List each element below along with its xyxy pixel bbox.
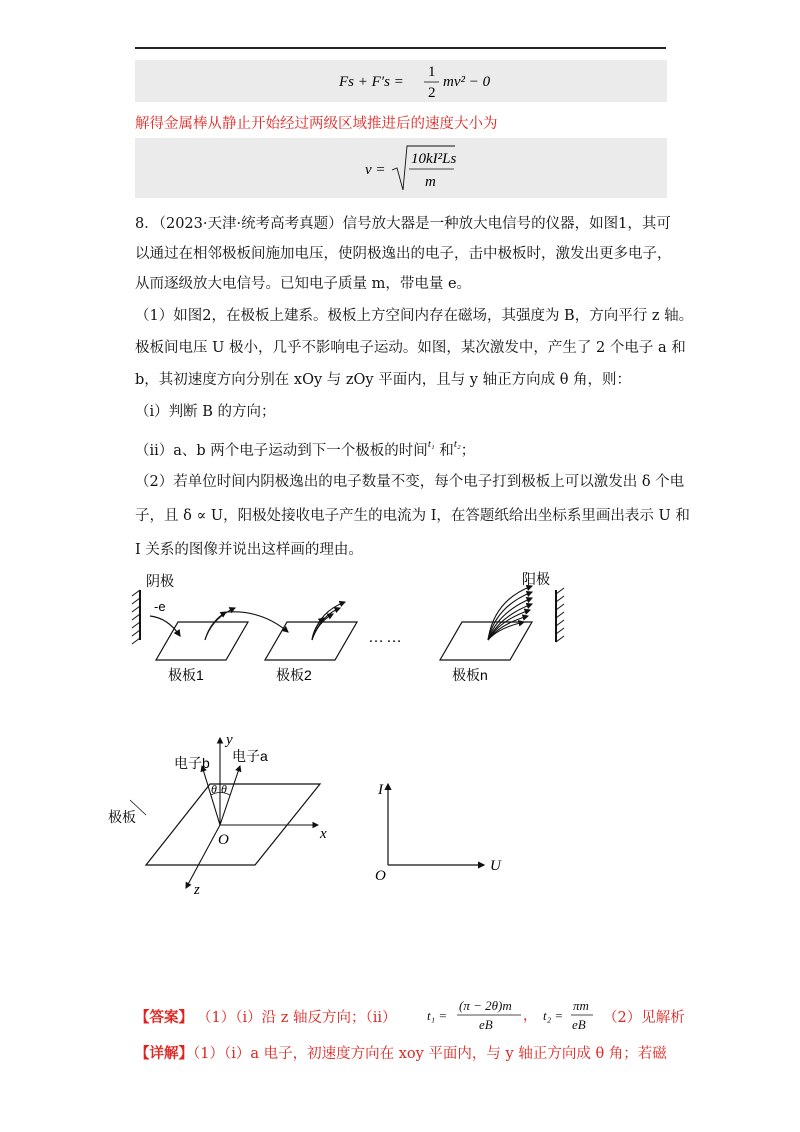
plate-1-label: 极板1 xyxy=(168,667,204,683)
t2-num: πm xyxy=(573,998,589,1013)
detail-line xyxy=(135,1044,667,1064)
eq-rhs: mv² − 0 xyxy=(443,74,491,90)
answer-separator: ， xyxy=(523,1008,537,1024)
problem-line-8b: ； xyxy=(460,443,476,459)
theta-2: θ xyxy=(221,782,227,796)
y-label: y xyxy=(226,732,233,748)
problem-line-11: I 关系的图像并说出这样画的理由。 xyxy=(135,542,363,558)
theta-1: θ xyxy=(211,782,217,796)
electron-label: -e xyxy=(154,599,166,614)
problem-line-5: 极板间电压 U 极小，几乎不影响电子运动。如图，某次激发中，产生了 2 个电子 a 和 xyxy=(135,340,686,356)
eq-num: 1 xyxy=(428,64,436,80)
ellipsis: …… xyxy=(368,629,404,646)
solve-line: 解得金属棒从静止开始经过两级区域推进后的速度大小为 xyxy=(135,116,498,132)
problem-line-7: （i）判断 B 的方向； xyxy=(135,404,276,420)
and-word: 和 xyxy=(434,443,454,459)
problem-line-1: 8．（2023·天津·统考高考真题）信号放大器是一种放大电信号的仪器，如图1，其可 xyxy=(135,216,671,232)
problem-line-2: 以通过在相邻极板间施加电压，使阴极逸出的电子，击中极板时，激发出更多电子， xyxy=(135,246,672,262)
detail-tag: 【详解】 xyxy=(135,1045,193,1062)
plate-2-label: 极板2 xyxy=(276,667,312,683)
answer-tag: 【答案】 xyxy=(135,1009,193,1026)
answer-line xyxy=(135,998,695,1032)
t1-symbol: t₁ xyxy=(427,438,435,450)
problem-line-3: 从而逐级放大电信号。已知电子质量 m，带电量 e。 xyxy=(135,276,472,292)
answer-part1: （1）（ⅰ）沿 z 轴反方向；（ⅱ） xyxy=(197,1010,397,1026)
i-axis-label: I xyxy=(378,782,383,798)
detail-text: （1）（ⅰ）a 电子，初速度方向在 xoy 平面内，与 y 轴正方向成 θ 角；若磁 xyxy=(193,1046,667,1062)
problem-line-9: （2）若单位时间内阴极逸出的电子数量不变，每个电子打到极板上可以激发出 δ 个电 xyxy=(135,474,685,490)
answer-part2: （2）见解析 xyxy=(603,1010,685,1026)
t2-symbol: t₂ xyxy=(453,438,461,450)
fig3-origin: O xyxy=(375,868,386,884)
cathode-label: 阴极 xyxy=(146,573,174,589)
t1-lhs: t₁ = xyxy=(427,1008,448,1023)
z-label: z xyxy=(194,882,200,898)
electron-b-label: 电子b xyxy=(174,755,210,771)
answer-t1-formula xyxy=(427,998,627,1032)
t1-den: eB xyxy=(479,1017,493,1032)
problem-line-8a: （ii）a、b 两个电子运动到下一个极板的时间 xyxy=(135,443,428,459)
problem-line-4: （1）如图2，在极板上建系。极板上方空间内存在磁场，其强度为 B，方向平行 z 轴。 xyxy=(135,308,694,324)
origin-label: O xyxy=(218,832,229,848)
v-lhs: v = xyxy=(365,162,386,178)
plate-n-label: 极板n xyxy=(452,667,488,683)
v-num: 10kI²Ls xyxy=(411,151,457,167)
plate-label: 极板 xyxy=(108,809,136,825)
eq-den: 2 xyxy=(428,85,436,101)
electron-a-label: 电子a xyxy=(232,748,268,764)
problem-line-6: b，其初速度方向分别在 xOy 与 zOy 平面内，且与 y 轴正方向成 θ 角，则： xyxy=(135,372,632,388)
t1-num: (π − 2θ)m xyxy=(459,998,512,1013)
t2-den: eB xyxy=(572,1017,586,1032)
t2-lhs: t₂ = xyxy=(543,1008,564,1023)
u-axis-label: U xyxy=(490,858,501,874)
anode-label: 阳极 xyxy=(522,571,550,587)
v-den: m xyxy=(425,174,436,190)
eq-lhs: Fs + F′s = xyxy=(339,74,404,90)
problem-line-10: 子，且 δ ∝ U，阳极处接收电子产生的电流为 I，在答题纸给出坐标系里画出表示 U 和 xyxy=(135,508,690,524)
x-label: x xyxy=(320,826,327,842)
